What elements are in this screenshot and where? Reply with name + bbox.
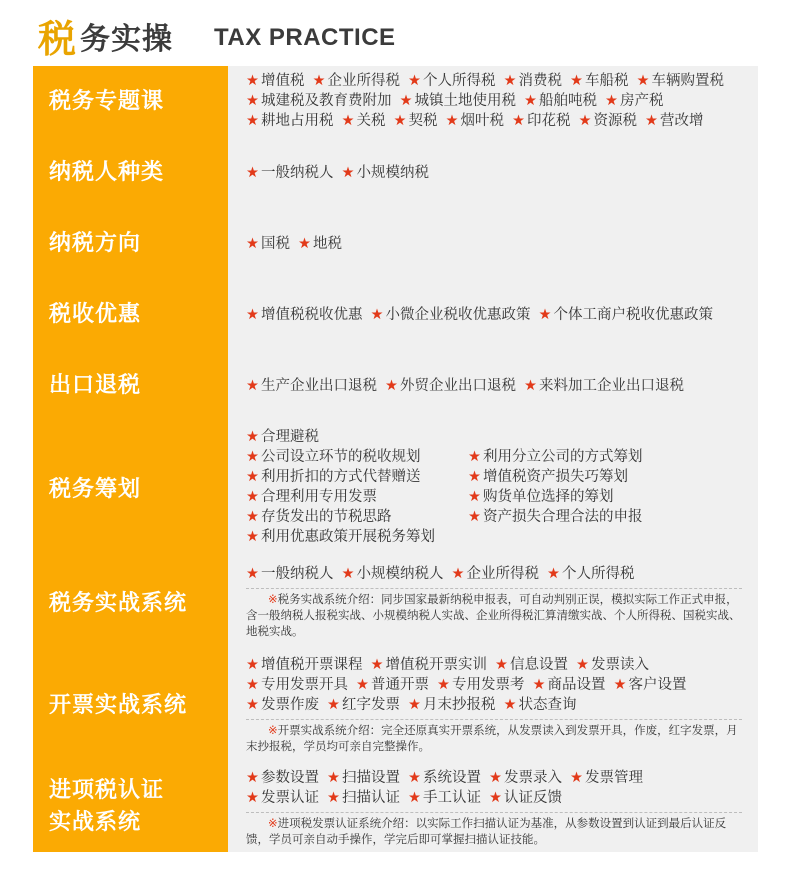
list-item: ★ 存货发出的节税思路 xyxy=(246,509,392,525)
list-item xyxy=(327,788,400,808)
course-row-input-tax-system xyxy=(33,762,758,852)
star-icon: ★ xyxy=(246,164,259,181)
system-intro-note: ※开票实战系统介绍：完全还原真实开票系统，从发票读入到发票开具，作废，红字发票，月末抄报税，学员均可亲自完整操作。 xyxy=(246,719,742,754)
item-list xyxy=(246,655,758,715)
star-icon: ★ xyxy=(327,770,340,786)
item-label: 企业所得税 xyxy=(466,566,539,582)
list-item xyxy=(246,695,319,715)
star-icon: ★ xyxy=(246,73,259,89)
list-item xyxy=(246,163,334,183)
star-icon: ★ xyxy=(327,790,340,806)
star-icon: ★ xyxy=(489,770,502,786)
list-item xyxy=(408,695,496,715)
star-icon: ★ xyxy=(605,93,618,109)
item-list xyxy=(246,350,758,421)
row-content xyxy=(228,350,758,421)
star-icon: ★ xyxy=(408,770,421,786)
list-item: ★ 增值税资产损失巧筹划 xyxy=(468,469,628,485)
item-list xyxy=(246,208,758,279)
item-label: 小规模纳税人 xyxy=(356,566,444,582)
item-label: 发票管理 xyxy=(585,770,643,786)
item-label: 关税 xyxy=(356,113,386,129)
star-icon: ★ xyxy=(408,73,421,89)
list-item xyxy=(570,768,643,788)
item-label: 烟叶税 xyxy=(460,113,504,129)
star-icon: ★ xyxy=(645,113,658,129)
star-icon: ★ xyxy=(356,677,369,693)
star-icon: ★ xyxy=(298,235,311,252)
list-item xyxy=(371,305,531,325)
star-icon: ★ xyxy=(246,677,259,693)
list-item: ★ 利用分立公司的方式筹划 xyxy=(468,449,643,465)
list-item xyxy=(408,71,496,91)
list-item xyxy=(645,111,704,131)
course-row-tax-direction xyxy=(33,208,758,279)
list-item xyxy=(605,91,664,111)
star-icon: ★ xyxy=(393,113,407,129)
star-icon: ★ xyxy=(246,93,259,109)
star-icon: ★ xyxy=(547,566,560,582)
row-label: 开票实战系统 xyxy=(33,649,228,762)
item-list xyxy=(246,279,758,350)
page-title-english: TAX PRACTICE xyxy=(214,24,396,51)
list-item xyxy=(533,675,606,695)
system-intro-note: ※进项税发票认证系统介绍：以实际工作扫描认证为基准，从参数设置到认证到最后认证反馈，学员可亲自动手操作，学完后即可掌握扫描认证技能。 xyxy=(246,812,742,847)
item-label: 一般纳税人 xyxy=(261,164,334,181)
star-icon: ★ xyxy=(451,566,465,582)
item-label: 房产税 xyxy=(620,93,664,109)
list-item xyxy=(342,564,444,584)
page-title: 务实操 xyxy=(80,22,173,57)
item-label: 个人所得税 xyxy=(423,73,496,89)
row-label: 出口退税 xyxy=(33,350,228,421)
list-item xyxy=(452,564,540,584)
course-row-taxpayer-types xyxy=(33,137,758,208)
list-item xyxy=(614,675,687,695)
star-icon: ★ xyxy=(524,93,537,109)
list-item xyxy=(400,91,517,111)
row-content xyxy=(228,208,758,279)
star-icon: ★ xyxy=(312,73,326,89)
star-icon: ★ xyxy=(327,697,340,713)
item-label: 发票认证 xyxy=(261,790,319,806)
list-item xyxy=(385,376,516,396)
list-item xyxy=(246,91,392,111)
list-item xyxy=(371,655,488,675)
row-content xyxy=(228,66,758,137)
list-item xyxy=(394,111,438,131)
list-item xyxy=(547,564,635,584)
item-label: 营改增 xyxy=(660,113,704,129)
list-item xyxy=(246,655,363,675)
item-label: 扫描认证 xyxy=(342,790,400,806)
star-icon: ★ xyxy=(370,657,384,673)
star-icon: ★ xyxy=(246,770,259,786)
row-content xyxy=(228,421,758,558)
star-icon: ★ xyxy=(503,697,517,713)
item-label: 契税 xyxy=(408,113,438,129)
course-row-tax-incentives xyxy=(33,279,758,350)
list-item xyxy=(504,71,563,91)
list-item xyxy=(246,675,348,695)
list-item xyxy=(327,695,400,715)
list-item xyxy=(246,305,363,325)
list-item: ★ 利用优惠政策开展税务筹划 xyxy=(246,529,435,545)
item-label: 普通开票 xyxy=(371,677,429,693)
row-label: 税务专题课 xyxy=(33,66,228,137)
list-item xyxy=(408,768,481,788)
star-icon: ★ xyxy=(538,306,552,323)
item-label: 车辆购置税 xyxy=(651,73,724,89)
item-label: 增值税开票课程 xyxy=(261,657,363,673)
star-icon: ★ xyxy=(399,93,413,109)
star-icon: ★ xyxy=(370,306,384,323)
item-label: 发票作废 xyxy=(261,697,319,713)
item-label: 企业所得税 xyxy=(327,73,400,89)
item-label: 城镇土地使用税 xyxy=(414,93,516,109)
list-item xyxy=(489,768,562,788)
page-header xyxy=(0,0,790,66)
list-item xyxy=(356,675,429,695)
list-item xyxy=(579,111,638,131)
row-label: 税务实战系统 xyxy=(33,558,228,649)
item-label: 生产企业出口退税 xyxy=(261,377,377,394)
course-row-tax-planning xyxy=(33,421,758,558)
star-icon: ★ xyxy=(341,566,355,582)
item-list xyxy=(246,71,758,131)
item-label: 车船税 xyxy=(585,73,629,89)
item-label: 增值税 xyxy=(261,73,305,89)
list-item: ★ 资产损失合理合法的申报 xyxy=(468,509,643,525)
list-item xyxy=(437,675,525,695)
row-label: 纳税方向 xyxy=(33,208,228,279)
item-label: 耕地占用税 xyxy=(261,113,334,129)
item-label: 客户设置 xyxy=(628,677,687,693)
item-label: 状态查询 xyxy=(518,697,577,713)
item-label: 商品设置 xyxy=(547,677,606,693)
item-label: 系统设置 xyxy=(423,770,481,786)
list-item xyxy=(246,71,305,91)
item-label: 信息设置 xyxy=(510,657,568,673)
list-item xyxy=(246,768,319,788)
row-content xyxy=(228,762,758,852)
item-label: 印花税 xyxy=(527,113,571,129)
item-label: 手工认证 xyxy=(423,790,481,806)
row-content xyxy=(228,279,758,350)
list-item xyxy=(342,111,386,131)
star-icon: ★ xyxy=(570,73,583,89)
star-icon: ★ xyxy=(246,790,259,806)
item-label: 认证反馈 xyxy=(504,790,562,806)
star-icon: ★ xyxy=(246,235,259,252)
item-label: 地税 xyxy=(313,235,342,252)
item-list xyxy=(246,768,758,808)
star-icon: ★ xyxy=(341,164,355,181)
list-item xyxy=(246,788,319,808)
item-label: 来料加工企业出口退税 xyxy=(539,377,684,394)
star-icon: ★ xyxy=(524,377,537,394)
item-label: 国税 xyxy=(261,235,290,252)
item-label: 专用发票考 xyxy=(452,677,525,693)
star-icon: ★ xyxy=(246,697,259,713)
row-label: 进项税认证 实战系统 xyxy=(33,762,228,852)
item-label: 增值税开票实训 xyxy=(385,657,487,673)
item-label: 红字发票 xyxy=(342,697,400,713)
star-icon: ★ xyxy=(341,113,355,129)
item-label: 小规模纳税 xyxy=(356,164,429,181)
item-label: 发票录入 xyxy=(504,770,562,786)
list-item: ★ 合理避税 xyxy=(246,429,319,445)
item-label: 小微企业税收优惠政策 xyxy=(385,306,531,323)
list-item xyxy=(539,305,714,325)
star-icon: ★ xyxy=(246,566,259,582)
star-icon: ★ xyxy=(613,677,627,693)
row-label: 税务筹划 xyxy=(33,421,228,558)
item-list xyxy=(246,564,758,584)
item-label: 个体工商户税收优惠政策 xyxy=(553,306,713,323)
list-item xyxy=(495,655,568,675)
star-icon: ★ xyxy=(489,790,502,806)
list-item xyxy=(446,111,505,131)
item-label: 资源税 xyxy=(593,113,637,129)
list-item xyxy=(327,768,400,788)
list-item xyxy=(512,111,571,131)
item-label: 发票读入 xyxy=(591,657,649,673)
list-item xyxy=(246,234,290,254)
list-item: ★ 公司设立环节的税收规划 xyxy=(246,449,421,465)
item-label: 城建税及教育费附加 xyxy=(261,93,392,109)
star-icon: ★ xyxy=(246,306,259,323)
star-icon: ★ xyxy=(246,657,259,673)
item-label: 外贸企业出口退税 xyxy=(400,377,516,394)
list-item xyxy=(408,788,481,808)
star-icon: ★ xyxy=(578,113,592,129)
course-row-tax-practice-system xyxy=(33,558,758,649)
list-item xyxy=(246,564,334,584)
list-item xyxy=(313,71,401,91)
item-label: 个人所得税 xyxy=(562,566,635,582)
star-icon: ★ xyxy=(246,377,259,394)
list-item xyxy=(524,91,597,111)
row-content xyxy=(228,649,758,762)
item-label: 专用发票开具 xyxy=(261,677,348,693)
course-row-export-rebate xyxy=(33,350,758,421)
course-row-tax-topics xyxy=(33,66,758,137)
item-label: 船舶吨税 xyxy=(539,93,597,109)
star-icon: ★ xyxy=(503,73,517,89)
list-item: ★ 利用折扣的方式代替赠送 xyxy=(246,469,421,485)
row-label: 纳税人种类 xyxy=(33,137,228,208)
star-icon: ★ xyxy=(385,377,398,394)
list-item xyxy=(489,788,562,808)
title-accent-char: 税 xyxy=(38,17,78,61)
list-item xyxy=(637,71,725,91)
item-label: 消费税 xyxy=(518,73,562,89)
item-label: 扫描设置 xyxy=(342,770,400,786)
list-item xyxy=(342,163,430,183)
list-item: ★ 购货单位选择的筹划 xyxy=(468,489,614,505)
list-item xyxy=(246,376,377,396)
star-icon: ★ xyxy=(576,657,589,673)
list-item xyxy=(504,695,577,715)
star-icon: ★ xyxy=(246,113,259,129)
system-intro-note: ※税务实战系统介绍：同步国家最新纳税申报表，可自动判别正误，模拟实际工作正式申报，含一般纳税人报税实战、小规模纳税人实战、企业所得税汇算清缴实战、个人所得税、国税实战、地税实战。 xyxy=(246,588,742,639)
row-label: 税收优惠 xyxy=(33,279,228,350)
star-icon: ★ xyxy=(570,770,583,786)
list-item xyxy=(298,234,342,254)
item-label: 增值税税收优惠 xyxy=(261,306,363,323)
list-item xyxy=(570,71,629,91)
list-item xyxy=(524,376,684,396)
star-icon: ★ xyxy=(445,113,459,129)
list-item xyxy=(576,655,649,675)
star-icon: ★ xyxy=(532,677,546,693)
item-label: 一般纳税人 xyxy=(261,566,334,582)
item-label: 参数设置 xyxy=(261,770,319,786)
star-icon: ★ xyxy=(408,697,421,713)
item-label: 月末抄报税 xyxy=(423,697,496,713)
star-icon: ★ xyxy=(408,790,421,806)
course-row-invoicing-system xyxy=(33,649,758,762)
list-item: ★ 合理利用专用发票 xyxy=(246,489,377,505)
row-content xyxy=(228,137,758,208)
star-icon: ★ xyxy=(512,113,525,129)
star-icon: ★ xyxy=(495,657,508,673)
row-content xyxy=(228,558,758,649)
list-item xyxy=(246,111,334,131)
item-list xyxy=(246,137,758,208)
star-icon: ★ xyxy=(636,73,650,89)
item-grid xyxy=(246,427,758,547)
star-icon: ★ xyxy=(437,677,450,693)
